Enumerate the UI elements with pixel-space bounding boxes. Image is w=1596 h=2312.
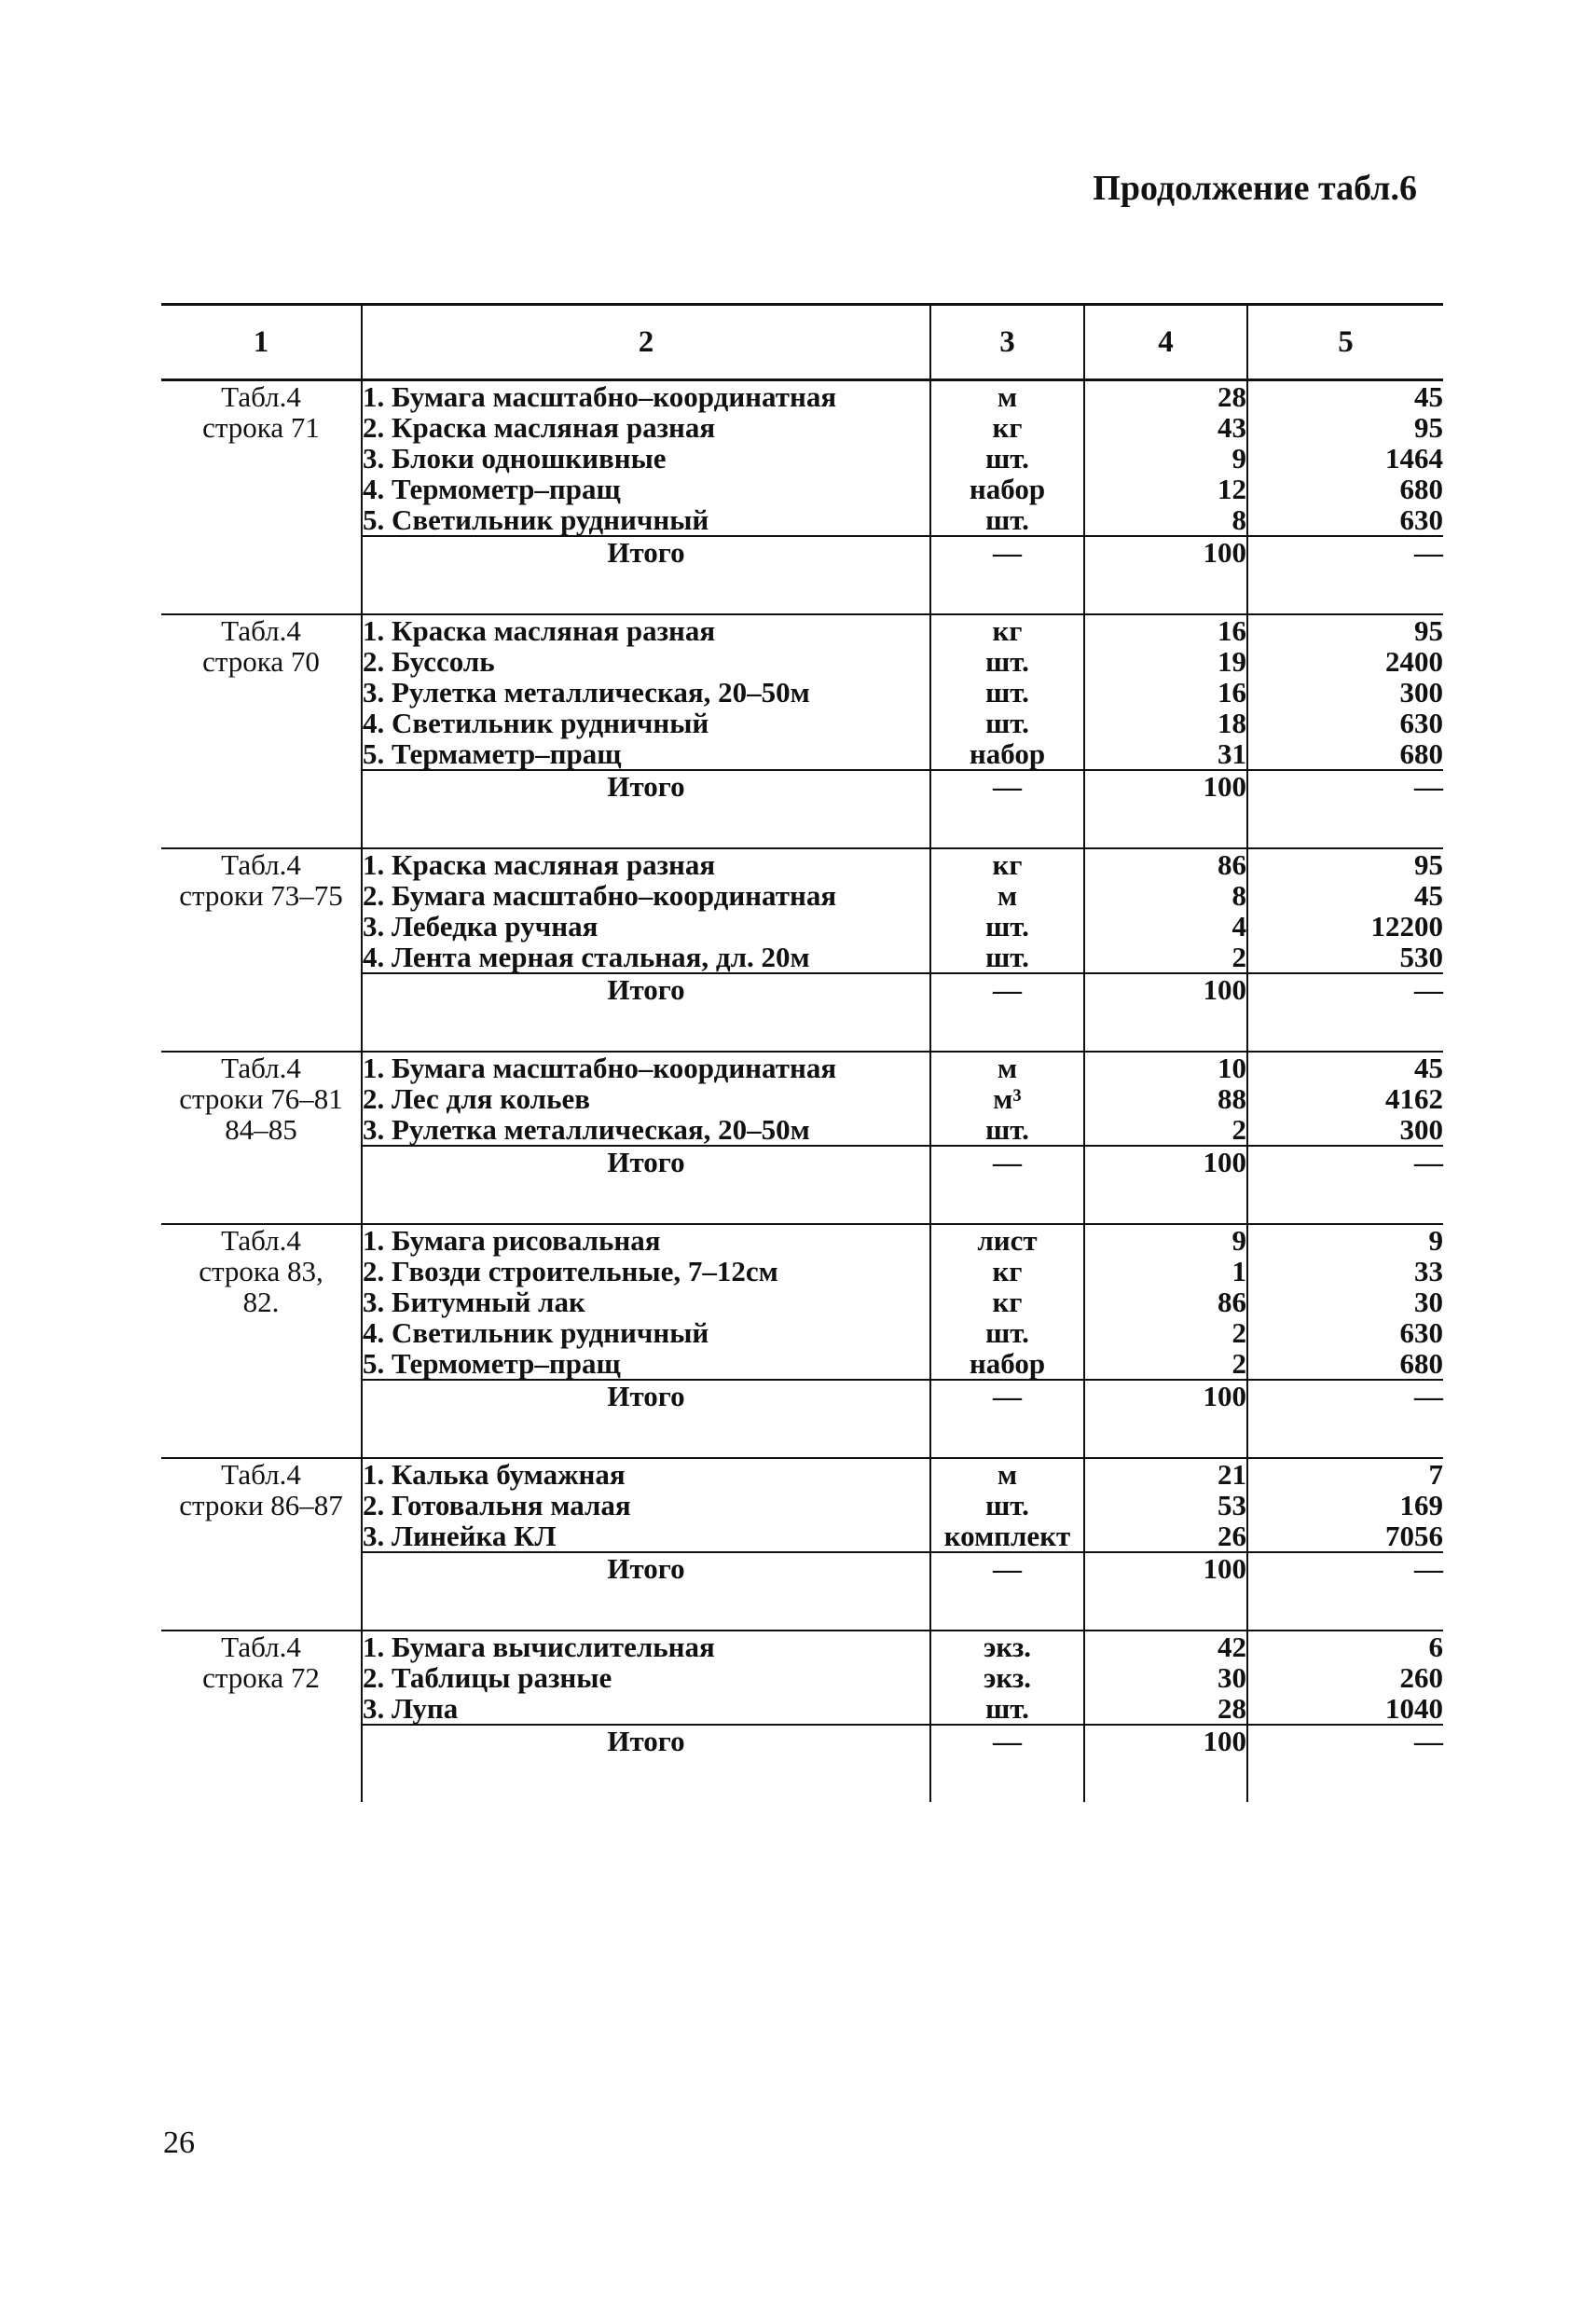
reference-text: строки 86–87 <box>179 1489 343 1521</box>
item-name: 3. Линейка КЛ <box>363 1520 557 1552</box>
price-value: 680 <box>1399 737 1443 770</box>
unit-value-cell <box>930 1458 1084 1552</box>
share-value: 9 <box>1231 1224 1246 1257</box>
unit-value: м <box>997 1458 1018 1491</box>
total-share: 100 <box>1203 1725 1246 1757</box>
share-value: 30 <box>1218 1661 1246 1694</box>
total-share: 100 <box>1203 1380 1246 1412</box>
unit-value-cell <box>930 614 1084 770</box>
unit-value-cell <box>930 848 1084 973</box>
price-value: 530 <box>1399 941 1443 973</box>
share-value: 4 <box>1231 910 1246 943</box>
total-label-cell <box>362 1380 930 1458</box>
total-share-cell <box>1084 1380 1247 1458</box>
share-value-cell <box>1084 614 1247 770</box>
price-value: 6 <box>1428 1631 1443 1663</box>
materials-table <box>161 303 1443 1802</box>
item-name-cell <box>362 848 930 973</box>
column-header: 5 <box>1247 305 1443 380</box>
reference-text: строка 71 <box>202 411 320 444</box>
item-name: 2. Таблицы разные <box>363 1661 612 1694</box>
unit-value: кг <box>992 1286 1023 1318</box>
price-value: 95 <box>1414 848 1443 881</box>
item-name: 4. Светильник рудничный <box>363 707 709 739</box>
unit-value: шт. <box>985 1489 1029 1521</box>
share-value: 9 <box>1231 442 1246 475</box>
price-value-cell <box>1247 1631 1443 1725</box>
column-header: 4 <box>1084 305 1247 380</box>
share-value-cell <box>1084 1224 1247 1380</box>
table-header-row <box>161 305 1443 380</box>
table-row <box>161 848 1443 973</box>
price-value: 630 <box>1399 707 1443 739</box>
total-unit-cell <box>930 973 1084 1052</box>
unit-value: шт. <box>985 1692 1029 1725</box>
unit-value: шт. <box>985 503 1029 536</box>
unit-value: шт. <box>985 941 1029 973</box>
item-name: 1. Калька бумажная <box>363 1458 626 1491</box>
share-value: 16 <box>1218 676 1246 709</box>
item-name: 3. Рулетка металлическая, 20–50м <box>363 676 810 709</box>
share-value-cell <box>1084 1631 1247 1725</box>
item-name: 2. Бумага масштабно–координатная <box>363 879 837 912</box>
price-value: 680 <box>1399 1347 1443 1380</box>
reference-text: Табл.4 <box>221 1052 301 1084</box>
total-share-cell <box>1084 1552 1247 1631</box>
unit-value: кг <box>992 614 1023 647</box>
price-value: 300 <box>1399 676 1443 709</box>
price-value: 4162 <box>1385 1082 1443 1115</box>
total-share: 100 <box>1203 973 1246 1006</box>
share-value: 28 <box>1218 380 1246 413</box>
unit-value-cell <box>930 1052 1084 1146</box>
unit-value-cell <box>930 380 1084 537</box>
share-value: 8 <box>1231 503 1246 536</box>
share-value-cell <box>1084 1052 1247 1146</box>
price-value: 300 <box>1399 1113 1443 1146</box>
unit-value: м³ <box>993 1082 1022 1115</box>
reference-text: строка 83, <box>199 1255 323 1287</box>
item-name-cell <box>362 1458 930 1552</box>
unit-value: комплект <box>943 1520 1071 1552</box>
price-value-cell <box>1247 1224 1443 1380</box>
unit-value: шт. <box>985 1113 1029 1146</box>
item-name: 3. Битумный лак <box>363 1286 585 1318</box>
unit-value: шт. <box>985 676 1029 709</box>
item-name: 4. Термометр–пращ <box>363 473 621 505</box>
item-name: 1. Бумага вычислительная <box>363 1631 715 1663</box>
reference-text: Табл.4 <box>221 848 301 881</box>
price-value-cell <box>1247 380 1443 537</box>
reference-text: Табл.4 <box>221 1458 301 1491</box>
unit-value: экз. <box>983 1631 1032 1663</box>
table-row <box>161 1631 1443 1725</box>
total-share: 100 <box>1203 770 1246 803</box>
table-reference-cell <box>161 1458 362 1631</box>
share-value: 18 <box>1218 707 1246 739</box>
price-value-cell <box>1247 614 1443 770</box>
table-reference-cell <box>161 1631 362 1802</box>
item-name: 5. Светильник рудничный <box>363 503 709 536</box>
item-name-cell <box>362 1224 930 1380</box>
total-share: 100 <box>1203 536 1246 569</box>
unit-value: набор <box>969 737 1046 770</box>
item-name: 4. Светильник рудничный <box>363 1316 709 1349</box>
reference-text: 84–85 <box>225 1113 297 1146</box>
total-label: Итого <box>607 1380 685 1412</box>
share-value-cell <box>1084 1458 1247 1552</box>
total-unit-cell <box>930 536 1084 614</box>
total-price-cell <box>1247 973 1443 1052</box>
share-value: 2 <box>1231 1347 1246 1380</box>
total-label-cell <box>362 973 930 1052</box>
price-value: 30 <box>1414 1286 1443 1318</box>
unit-value: кг <box>992 848 1023 881</box>
total-price: — <box>1414 1146 1443 1178</box>
table-row <box>161 380 1443 537</box>
total-share-cell <box>1084 973 1247 1052</box>
price-value: 260 <box>1399 1661 1443 1694</box>
table-reference-cell <box>161 848 362 1052</box>
total-label: Итого <box>607 973 685 1006</box>
total-price-cell <box>1247 770 1443 848</box>
price-value: 45 <box>1414 380 1443 413</box>
item-name: 3. Лупа <box>363 1692 459 1725</box>
total-price-cell <box>1247 1380 1443 1458</box>
reference-text: Табл.4 <box>221 380 301 413</box>
share-value: 2 <box>1231 1113 1246 1146</box>
share-value: 2 <box>1231 941 1246 973</box>
unit-value: шт. <box>985 910 1029 943</box>
price-value: 33 <box>1414 1255 1443 1287</box>
total-unit: — <box>993 770 1022 803</box>
price-value: 680 <box>1399 473 1443 505</box>
total-label: Итого <box>607 1146 685 1178</box>
share-value: 2 <box>1231 1316 1246 1349</box>
total-label-cell <box>362 536 930 614</box>
column-header: 2 <box>362 305 930 380</box>
share-value-cell <box>1084 848 1247 973</box>
total-price: — <box>1414 1380 1443 1412</box>
total-share: 100 <box>1203 1552 1246 1585</box>
price-value: 630 <box>1399 503 1443 536</box>
total-share-cell <box>1084 536 1247 614</box>
item-name: 1. Бумага масштабно–координатная <box>363 380 837 413</box>
total-unit: — <box>993 1725 1022 1757</box>
item-name: 2. Лес для кольев <box>363 1082 590 1115</box>
share-value: 12 <box>1218 473 1246 505</box>
share-value: 86 <box>1218 848 1246 881</box>
total-unit: — <box>993 536 1022 569</box>
share-value: 1 <box>1231 1255 1246 1287</box>
share-value: 21 <box>1218 1458 1246 1491</box>
price-value: 1464 <box>1385 442 1443 475</box>
share-value: 26 <box>1218 1520 1246 1552</box>
price-value: 9 <box>1428 1224 1443 1257</box>
unit-value: шт. <box>985 707 1029 739</box>
total-label: Итого <box>607 1725 685 1757</box>
table-row <box>161 614 1443 770</box>
price-value: 7056 <box>1385 1520 1443 1552</box>
unit-value: шт. <box>985 645 1029 678</box>
price-value: 7 <box>1428 1458 1443 1491</box>
reference-text: Табл.4 <box>221 614 301 647</box>
item-name-cell <box>362 1052 930 1146</box>
unit-value: м <box>997 380 1018 413</box>
total-price-cell <box>1247 1146 1443 1224</box>
total-unit: — <box>993 1146 1022 1178</box>
unit-value: кг <box>992 1255 1023 1287</box>
reference-text: 82. <box>242 1286 280 1318</box>
item-name: 1. Бумага рисовальная <box>363 1224 661 1257</box>
unit-value: набор <box>969 473 1046 505</box>
total-share-cell <box>1084 1146 1247 1224</box>
item-name: 4. Лента мерная стальная, дл. 20м <box>363 941 810 973</box>
page-title: Продолжение табл.6 <box>1093 169 1417 208</box>
reference-text: строки 73–75 <box>179 879 343 912</box>
total-price-cell <box>1247 1552 1443 1631</box>
total-unit-cell <box>930 1552 1084 1631</box>
total-share-cell <box>1084 770 1247 848</box>
total-unit-cell <box>930 1146 1084 1224</box>
total-unit: — <box>993 1380 1022 1412</box>
price-value-cell <box>1247 848 1443 973</box>
price-value: 2400 <box>1385 645 1443 678</box>
unit-value-cell <box>930 1224 1084 1380</box>
table-reference-cell <box>161 1224 362 1458</box>
table-reference-cell <box>161 1052 362 1224</box>
unit-value: экз. <box>983 1661 1032 1694</box>
table-reference-cell <box>161 380 362 615</box>
total-price: — <box>1414 1725 1443 1757</box>
share-value: 10 <box>1218 1052 1246 1084</box>
share-value: 42 <box>1218 1631 1246 1663</box>
unit-value: шт. <box>985 1316 1029 1349</box>
item-name-cell <box>362 1631 930 1725</box>
total-share-cell <box>1084 1725 1247 1802</box>
item-name: 1. Краска масляная разная <box>363 848 716 881</box>
total-price: — <box>1414 1552 1443 1585</box>
total-price-cell <box>1247 1725 1443 1802</box>
reference-text: Табл.4 <box>221 1224 301 1257</box>
unit-value: шт. <box>985 442 1029 475</box>
item-name: 1. Бумага масштабно–координатная <box>363 1052 837 1084</box>
total-label: Итого <box>607 1552 685 1585</box>
table-body <box>161 380 1443 1803</box>
share-value: 16 <box>1218 614 1246 647</box>
page-number: 26 <box>163 2126 195 2160</box>
share-value: 86 <box>1218 1286 1246 1318</box>
total-price: — <box>1414 536 1443 569</box>
column-header: 1 <box>161 305 362 380</box>
unit-value: м <box>997 1052 1018 1084</box>
total-label: Итого <box>607 536 685 569</box>
item-name: 3. Рулетка металлическая, 20–50м <box>363 1113 810 1146</box>
item-name-cell <box>362 380 930 537</box>
share-value: 43 <box>1218 411 1246 444</box>
item-name: 2. Гвозди строительные, 7–12см <box>363 1255 778 1287</box>
item-name: 5. Термаметр–пращ <box>363 737 622 770</box>
price-value: 95 <box>1414 411 1443 444</box>
price-value: 169 <box>1399 1489 1443 1521</box>
unit-value-cell <box>930 1631 1084 1725</box>
share-value: 28 <box>1218 1692 1246 1725</box>
price-value-cell <box>1247 1052 1443 1146</box>
total-unit-cell <box>930 770 1084 848</box>
total-price-cell <box>1247 536 1443 614</box>
unit-value: набор <box>969 1347 1046 1380</box>
price-value-cell <box>1247 1458 1443 1552</box>
reference-text: строка 72 <box>202 1661 320 1694</box>
total-share: 100 <box>1203 1146 1246 1178</box>
share-value: 31 <box>1218 737 1246 770</box>
total-price: — <box>1414 973 1443 1006</box>
total-label-cell <box>362 770 930 848</box>
total-label-cell <box>362 1552 930 1631</box>
total-price: — <box>1414 770 1443 803</box>
total-label-cell <box>362 1725 930 1802</box>
share-value: 88 <box>1218 1082 1246 1115</box>
table-reference-cell <box>161 614 362 848</box>
price-value: 45 <box>1414 879 1443 912</box>
item-name: 2. Краска масляная разная <box>363 411 716 444</box>
table-row <box>161 1458 1443 1552</box>
item-name: 2. Готовальня малая <box>363 1489 631 1521</box>
total-unit-cell <box>930 1380 1084 1458</box>
item-name: 2. Буссоль <box>363 645 495 678</box>
total-label: Итого <box>607 770 685 803</box>
item-name: 3. Блоки одношкивные <box>363 442 667 475</box>
share-value: 8 <box>1231 879 1246 912</box>
share-value: 53 <box>1218 1489 1246 1521</box>
price-value: 45 <box>1414 1052 1443 1084</box>
unit-value: м <box>997 879 1018 912</box>
item-name: 3. Лебедка ручная <box>363 910 598 943</box>
price-value: 630 <box>1399 1316 1443 1349</box>
price-value: 12200 <box>1370 910 1443 943</box>
share-value-cell <box>1084 380 1247 537</box>
column-header: 3 <box>930 305 1084 380</box>
item-name: 1. Краска масляная разная <box>363 614 716 647</box>
reference-text: строка 70 <box>202 645 320 678</box>
table-row <box>161 1224 1443 1380</box>
unit-value: лист <box>977 1224 1038 1257</box>
item-name-cell <box>362 614 930 770</box>
total-unit: — <box>993 1552 1022 1585</box>
table-row <box>161 1052 1443 1146</box>
price-value: 1040 <box>1385 1692 1443 1725</box>
total-label-cell <box>362 1146 930 1224</box>
item-name: 5. Термометр–пращ <box>363 1347 621 1380</box>
total-unit-cell <box>930 1725 1084 1802</box>
total-unit: — <box>993 973 1022 1006</box>
share-value: 19 <box>1218 645 1246 678</box>
unit-value: кг <box>992 411 1023 444</box>
reference-text: Табл.4 <box>221 1631 301 1663</box>
reference-text: строки 76–81 <box>179 1082 343 1115</box>
price-value: 95 <box>1414 614 1443 647</box>
